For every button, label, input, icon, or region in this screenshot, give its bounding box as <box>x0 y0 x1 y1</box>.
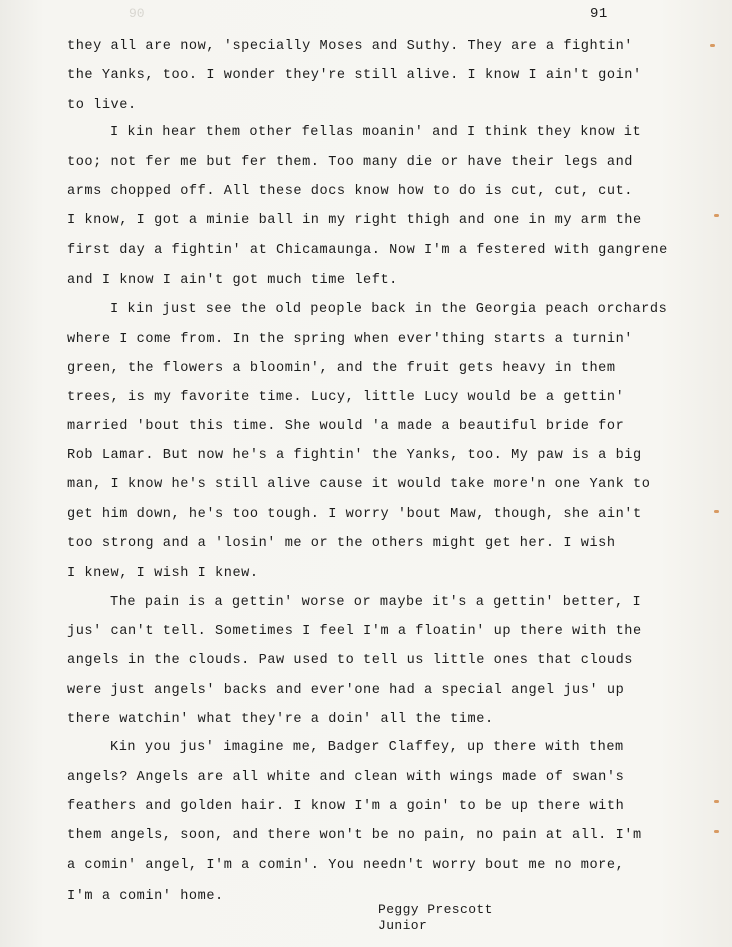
paper-edge-mark <box>714 214 719 217</box>
paragraph-first-line: Kin you jus' imagine me, Badger Claffey, up there with them <box>110 740 624 755</box>
text-line: married 'bout this time. She would 'a made a beautiful bride for <box>67 419 625 434</box>
text-line: trees, is my favorite time. Lucy, little Lucy would be a gettin' <box>67 390 625 405</box>
text-line: first day a fightin' at Chicamaunga. Now I'm a festered with gangrene <box>67 243 668 258</box>
paper-edge-mark <box>714 800 719 803</box>
text-line: arms chopped off. All these docs know how to do is cut, cut, cut. <box>67 184 633 199</box>
page-number: 91 <box>590 6 608 22</box>
text-line: a comin' angel, I'm a comin'. You needn't worry bout me no more, <box>67 858 625 873</box>
text-line: them angels, soon, and there won't be no pain, no pain at all. I'm <box>67 828 642 843</box>
text-line: where I come from. In the spring when ever'thing starts a turnin' <box>67 332 633 347</box>
text-line: too strong and a 'losin' me or the others might get her. I wish <box>67 536 616 551</box>
paragraph-first-line: The pain is a gettin' worse or maybe it's a gettin' better, I <box>110 595 642 610</box>
text-line: jus' can't tell. Sometimes I feel I'm a floatin' up there with the <box>67 624 642 639</box>
paper-edge-mark <box>710 44 715 47</box>
text-line: were just angels' backs and ever'one had a special angel jus' up <box>67 683 625 698</box>
text-line: the Yanks, too. I wonder they're still alive. I know I ain't goin' <box>67 68 642 83</box>
paragraph-first-line: I kin just see the old people back in the Georgia peach orchards <box>110 302 668 317</box>
bleed-through-page-number: 90 <box>129 6 145 21</box>
text-line: I know, I got a minie ball in my right thigh and one in my arm the <box>67 213 642 228</box>
text-line: Rob Lamar. But now he's a fightin' the Yanks, too. My paw is a big <box>67 448 642 463</box>
text-line: too; not fer me but fer them. Too many die or have their legs and <box>67 155 633 170</box>
paper-edge-mark <box>714 510 719 513</box>
text-line: angels? Angels are all white and clean with wings made of swan's <box>67 770 625 785</box>
text-line: man, I know he's still alive cause it would take more'n one Yank to <box>67 477 651 492</box>
text-line: there watchin' what they're a doin' all the time. <box>67 712 494 727</box>
text-line: feathers and golden hair. I know I'm a goin' to be up there with <box>67 799 625 814</box>
text-line: I knew, I wish I knew. <box>67 566 259 581</box>
text-line: get him down, he's too tough. I worry 'bout Maw, though, she ain't <box>67 507 642 522</box>
author-name: Peggy Prescott <box>378 902 493 917</box>
paper-edge-mark <box>714 830 719 833</box>
text-line: I'm a comin' home. <box>67 889 224 904</box>
text-line: angels in the clouds. Paw used to tell us little ones that clouds <box>67 653 633 668</box>
text-line: green, the flowers a bloomin', and the fruit gets heavy in them <box>67 361 616 376</box>
text-line: and I know I ain't got much time left. <box>67 273 398 288</box>
text-line: they all are now, 'specially Moses and Suthy. They are a fightin' <box>67 39 633 54</box>
paragraph-first-line: I kin hear them other fellas moanin' and I think they know it <box>110 125 642 140</box>
text-line: to live. <box>67 98 137 113</box>
author-grade: Junior <box>378 918 428 933</box>
